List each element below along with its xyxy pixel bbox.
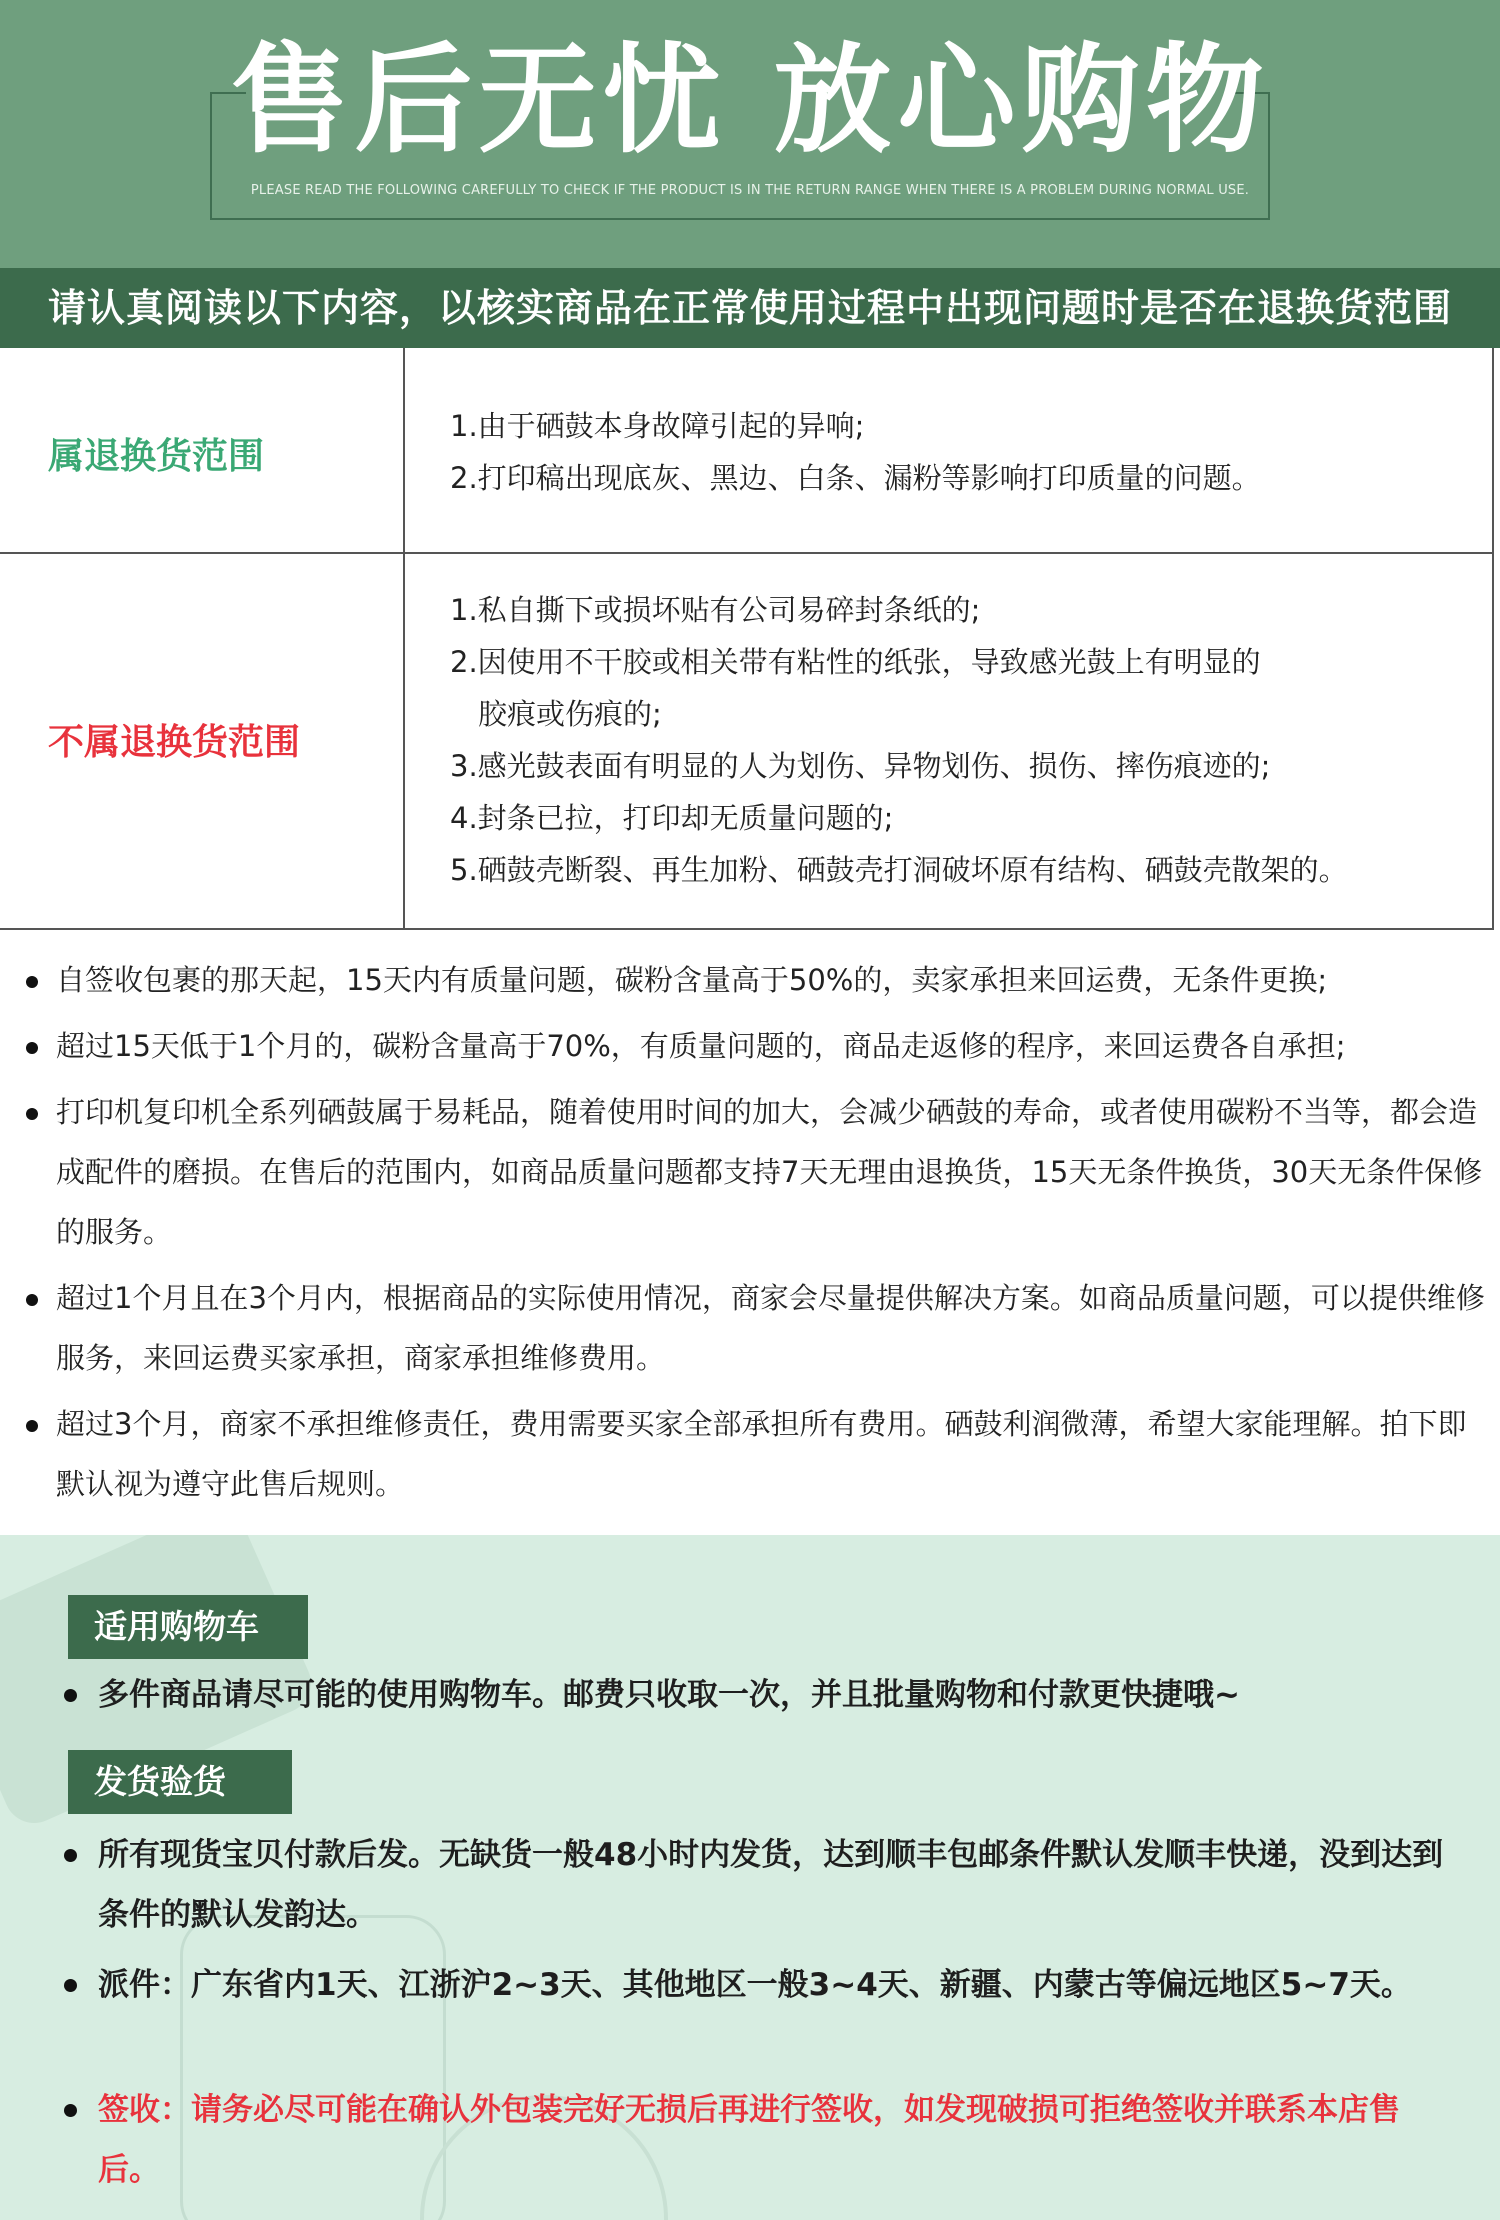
after-sales-rules bbox=[26, 950, 1486, 1520]
delivery-time-item: 派件：广东省内1天、江浙沪2~3天、其他地区一般3~4天、新疆、内蒙古等偏远地区5~7天。 bbox=[64, 1955, 1444, 2015]
cart-text: 多件商品请尽可能的使用购物车。邮费只收取一次，并且批量购物和付款更快捷哦~ bbox=[64, 1665, 1444, 1725]
list-item: 3.感光鼓表面有明显的人为划伤、异物划伤、损伤、摔伤痕迹的; bbox=[450, 749, 1271, 783]
in-scope-items bbox=[450, 400, 1261, 504]
rule-item: 超过15天低于1个月的，碳粉含量高于70%，有质量问题的，商品走返修的程序，来回运费各自承担; bbox=[26, 1016, 1486, 1076]
shipping-tag: 发货验货 bbox=[68, 1750, 292, 1814]
table-row-out-scope bbox=[0, 554, 1494, 930]
page-subtitle: PLEASE READ THE FOLLOWING CAREFULLY TO CHECK IF THE PRODUCT IS IN THE RETURN RANGE WHEN THERE IS A PROBLEM DURING NORMAL USE. bbox=[250, 183, 1250, 198]
list-item: 胶痕或伤痕的; bbox=[478, 697, 662, 731]
sign-for-item: 签收：请务必尽可能在确认外包装完好无损后再进行签收，如发现破损可拒绝签收并联系本店售后。 bbox=[64, 2080, 1444, 2200]
list-item: 1.由于硒鼓本身故障引起的异响; bbox=[450, 409, 865, 443]
rule-item: 超过1个月且在3个月内，根据商品的实际使用情况，商家会尽量提供解决方案。如商品质量问题，可以提供维修服务，来回运费买家承担，商家承担维修费用。 bbox=[26, 1268, 1486, 1388]
list-item: 5.硒鼓壳断裂、再生加粉、硒鼓壳打洞破坏原有结构、硒鼓壳散架的。 bbox=[450, 853, 1348, 887]
rule-item: 超过3个月，商家不承担维修责任，费用需要买家全部承担所有费用。硒鼓利润微薄，希望大家能理解。拍下即默认视为遵守此售后规则。 bbox=[26, 1394, 1486, 1514]
cart-tag: 适用购物车 bbox=[68, 1595, 308, 1659]
in-scope-label: 属退换货范围 bbox=[48, 436, 265, 477]
page-title: 售后无忧 放心购物 bbox=[230, 31, 1270, 169]
rule-item: 自签收包裹的那天起，15天内有质量问题，碳粉含量高于50%的，卖家承担来回运费，无条件更换; bbox=[26, 950, 1486, 1010]
list-item: 2.打印稿出现底灰、黑边、白条、漏粉等影响打印质量的问题。 bbox=[450, 461, 1261, 495]
list-item: 1.私自撕下或损坏贴有公司易碎封条纸的; bbox=[450, 593, 981, 627]
return-scope-table bbox=[0, 348, 1494, 930]
list-item: 4.封条已拉，打印却无质量问题的; bbox=[450, 801, 894, 835]
out-scope-items bbox=[450, 584, 1348, 896]
out-scope-label: 不属退换货范围 bbox=[48, 722, 301, 763]
table-row-in-scope bbox=[0, 348, 1494, 554]
notice-bar: 请认真阅读以下内容，以核实商品在正常使用过程中出现问题时是否在退换货范围 bbox=[0, 268, 1500, 348]
table-divider bbox=[403, 348, 405, 930]
shopping-info-section bbox=[0, 1535, 1500, 2220]
list-item: 2.因使用不干胶或相关带有粘性的纸张，导致感光鼓上有明显的 bbox=[450, 645, 1261, 679]
rule-item: 打印机复印机全系列硒鼓属于易耗品，随着使用时间的加大，会减少硒鼓的寿命，或者使用碳粉不当等，都会造成配件的磨损。在售后的范围内，如商品质量问题都支持7天无理由退换货，15天无条件换货，30天无条件保修的服务。 bbox=[26, 1082, 1486, 1262]
shipping-item: 所有现货宝贝付款后发。无缺货一般48小时内发货，达到顺丰包邮条件默认发顺丰快递，没到达到条件的默认发韵达。 bbox=[64, 1825, 1444, 1945]
header-banner bbox=[0, 0, 1500, 268]
